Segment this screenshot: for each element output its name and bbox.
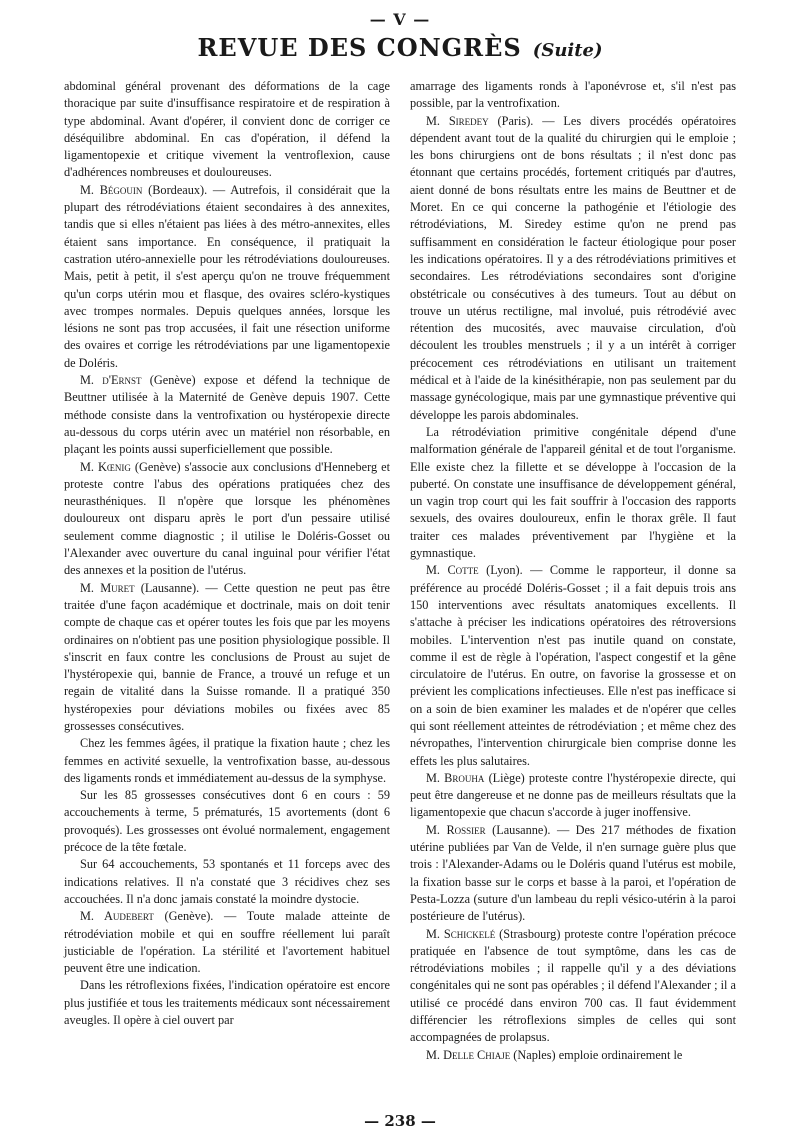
paragraph-text: (Lyon). — Comme le rapporteur, il donne sa préférence au procédé Doléris-Gosset ; il a fait depuis trois ans 150 interventions avec résultats anatomiques excellents. Il s'attache à préciser les indications opératoires des rétroversions mobiles. L'intervention n'est pas inutile quand on constate, comme il est de règle à l'opération, l'aspect congestif et la gêne circulatoire de l'utérus. En outre, on favorise la grossesse et on prévient les complications infectieuses. Elle n'est pas inefficace si on a soin de bien examiner les malades et de n'opérer que celles qui sont réellement atteintes de rétrodéviation ; et même chez des névropathes, l'intervention chirurgicale bien comprise donne les effets les plus salutaires.	[410, 563, 736, 768]
paragraph	[410, 562, 736, 770]
paragraph	[410, 822, 736, 926]
header-title: REVUE DES CONGRÈS	[197, 33, 522, 62]
paragraph-text: (Paris). — Les divers procédés opératoires dépendent avant tout de la qualité du chirurgien qui le emploie ; les bons chirurgiens ont de bons résultats ; il n'est donc pas étonnant que certains procédés, fortement critiqués par d'autres, aient donné de bons résultats entre les mains de Beuttner et de Moret. En ce qui concerne la pathogénie et l'étiologie des rétrodéviations, M. Siredey estime qu'on ne prend pas suffisamment en considération le facteur étiologique pour poser les indications opératoires. Il y a des rétrodéviations primitives et secondaires. Les rétrodéviations secondaires sont d'origine obstétricale ou consécutives à des tumeurs. Tout au début on trouve un utérus rectiligne, mal involué, puis rétrodévié avec rétention des mucosités, avec mauvaise circulation, d'où découlent les troubles menstruels ; il y a un intérêt à corriger précocement ces rétrodéviations en utilisant un traitement médical et à l'aide de la kinésithérapie, non pas seulement par du massage gynécologique, mais par une gymnastique préventive qui développe les parois abdominales.	[410, 113, 737, 422]
paragraph	[410, 424, 736, 562]
paragraph-text: (Genève) expose et défend la technique de Beuttner utilisée à la Maternité de Genève depuis 1907. Cette méthode consiste dans la ventrofixation ou hystéropexie directe au-dessous du corps utérin avec un matériel non résorbable, en plaçant les points aussi superficiellement que possible.	[64, 373, 390, 457]
speaker-name: M. Schickelé	[426, 926, 496, 941]
paragraph-text: Chez les femmes âgées, il pratique la fixation haute ; chez les femmes en activité sexuelle, la ventrofixation basse, au-dessous des ligaments ronds et immédiatement au-dessus de la symphyse.	[64, 736, 390, 785]
paragraph-text: (Genève) s'associe aux conclusions d'Henneberg et proteste contre l'abus des opérations pratiquées chez des neurasthéniques. Il n'opère que lorsque les phénomènes douloureux ont disparu après le port d'un pessaire utilisé seulement comme diagnostic ; il utilise le Doléris-Gosset ou l'Alexander avec ouverture du canal inguinal pour vérifier l'état des annexes et la position de l'utérus.	[64, 459, 390, 578]
paragraph-text: abdominal général provenant des déformations de la cage thoracique par suite d'insuffisance respiratoire et de respiration à type abdominal. Avant d'opérer, il convient donc de corriger ce déséquilibre abdominal. En cas d'opération, il défend la ligamentopexie et critique vivement la ventroflexion, cause d'adhérences nombreuses et douloureuses.	[64, 79, 390, 180]
paragraph-text: La rétrodéviation primitive congénitale dépend d'une malformation générale de l'appareil génital et de tout l'organisme. Elle existe chez la fillette et se développe à l'occasion de la puberté. On constate une insuffisance de développement général, un vagin trop court qui les fait souffrir à l'occasion des rapports sexuels, des ovaires douloureux, enfin le thorax grêle. Il faut traiter ces malades préventivement par l'hygiène et la gymnastique.	[410, 424, 736, 561]
roman-page-marker: — V —	[369, 10, 431, 29]
paragraph-text: (Genève). — Toute malade atteinte de rétrodéviation mobile et qui en souffre réellement lui paraît justiciable de l'opération. La stérilité et l'avortement habituel peuvent être une indication.	[64, 909, 390, 976]
speaker-name: M. Bégouin	[80, 182, 143, 197]
paragraph	[64, 459, 390, 580]
speaker-name: M. Muret	[80, 580, 135, 595]
paragraph-text: (Naples) emploie ordinairement le	[510, 1047, 683, 1062]
paragraph	[410, 1047, 736, 1064]
paragraph	[410, 770, 736, 822]
paragraph-text: Sur 64 accouchements, 53 spontanés et 11 forceps avec des indications relatives. Il n'a constaté que 3 récidives chez ses accouchées. Il n'a donc jamais constaté la moindre dystocie.	[64, 857, 390, 906]
speaker-name: M. d'Ernst	[80, 373, 142, 388]
left-column	[64, 78, 390, 1029]
paragraph	[64, 78, 390, 182]
paragraph	[410, 926, 736, 1047]
speaker-name: M. Siredey	[426, 113, 489, 128]
speaker-name: M. Kœnig	[80, 459, 131, 474]
speaker-name: M. Delle Chiaje	[426, 1047, 511, 1062]
page-header	[0, 33, 800, 62]
paragraph-text: amarrage des ligaments ronds à l'aponévrose et, s'il n'est pas possible, par la ventrofixation.	[410, 79, 736, 111]
paragraph	[410, 78, 736, 113]
paragraph-text: (Strasbourg) proteste contre l'opération précoce pratiquée en l'absence de tout symptôme, dans les cas de rétrodéviations mobiles ; il rappelle qu'il y a des déviations congénitales qui ne sont pas opérables ; il défend l'Alexander ; il a utilisé ce procédé dans environ 700 cas. Il faut évidemment différencier les rétroflexions simples de celles qui sont accompagnées de prolapsus.	[410, 926, 736, 1045]
paragraph	[64, 182, 390, 372]
speaker-name: M. Brouha	[426, 770, 485, 785]
paragraph	[64, 977, 390, 1029]
page-number: — 238 —	[364, 1112, 436, 1130]
paragraph-text: (Lausanne). — Cette question ne peut pas être traitée d'une façon académique et doctrinale, mais on doit tenir compte de chaque cas et opérer toutes les fois que par les moyens ordinaires on n'obtient pas une position physiologique possible. Il s'inscrit en faux contre les conclusions de Proust au sujet de l'hystéropexie qui, bannie de France, a trouvé un refuge et un regain de vitalité dans la Suisse romande. Il a pratiqué 350 hystéropexies pour déviations mobiles ou fixées avec 85 grossesses consécutives.	[64, 580, 390, 733]
paragraph	[410, 113, 736, 424]
speaker-name: M. Cotte	[426, 563, 479, 578]
paragraph	[64, 735, 390, 787]
paragraph	[64, 372, 390, 458]
paragraph	[64, 908, 390, 977]
paragraph	[64, 787, 390, 856]
speaker-name: M. Rossier	[426, 822, 486, 837]
paragraph-text: (Liège) proteste contre l'hystéropexie directe, qui peut être dangereuse et ne donne pas de meilleurs résultats que la ligamentopexie que chacun s'accorde à juger inoffensive.	[410, 770, 736, 820]
header-suite: (Suite)	[532, 40, 603, 61]
paragraph-text: Dans les rétroflexions fixées, l'indication opératoire est encore plus justifiée et tous les traitements médicaux sont nécessairement aveugles. Il opère à ciel ouvert par	[64, 978, 390, 1028]
speaker-name: M. Audebert	[80, 909, 154, 924]
paragraph	[64, 580, 390, 736]
paragraph-text: (Bordeaux). — Autrefois, il considérait que la plupart des rétrodéviations étaient secondaires à des annexites, tandis que si elles n'étaient pas liées à des métro-annexites, elles étaient sans importance. En conséquence, il pratiquait la castration utéro-annexielle pour les rétrodéviations douloureuses. Mais, petit à petit, il s'est aperçu qu'on ne trouve fréquemment qu'un corps utérin mou et flasque, des ovaires scléro-kystiques avec trompes normales. Depuis quelques années, lorsque les lésions ne sont pas trop accusées, il fait une résection uniforme des ovaires et corrige les rétrodéviations par une ligamentopexie de Doléris.	[64, 182, 391, 370]
paragraph-text: Sur les 85 grossesses consécutives dont 6 en cours : 59 accouchements à terme, 5 prématurés, 15 avortements (dont 6 provoqués). Les grossesses ont évolué normalement, engagement précoce de la tête fœtale.	[64, 788, 390, 855]
paragraph-text: (Lausanne). — Des 217 méthodes de fixation utérine publiées par Van de Velde, il n'en surnage guère plus que trois : l'Alexander-Adams ou le Doléris quand l'utérus est mobile, la fixation basse sur le corps et basse à la paroi, et l'opération de Pesta-Lozza (suture d'un lambeau du repli vésico-utérin à la paroi postérieure de l'utérus).	[410, 822, 737, 924]
paragraph	[64, 856, 390, 908]
right-column	[410, 78, 736, 1064]
